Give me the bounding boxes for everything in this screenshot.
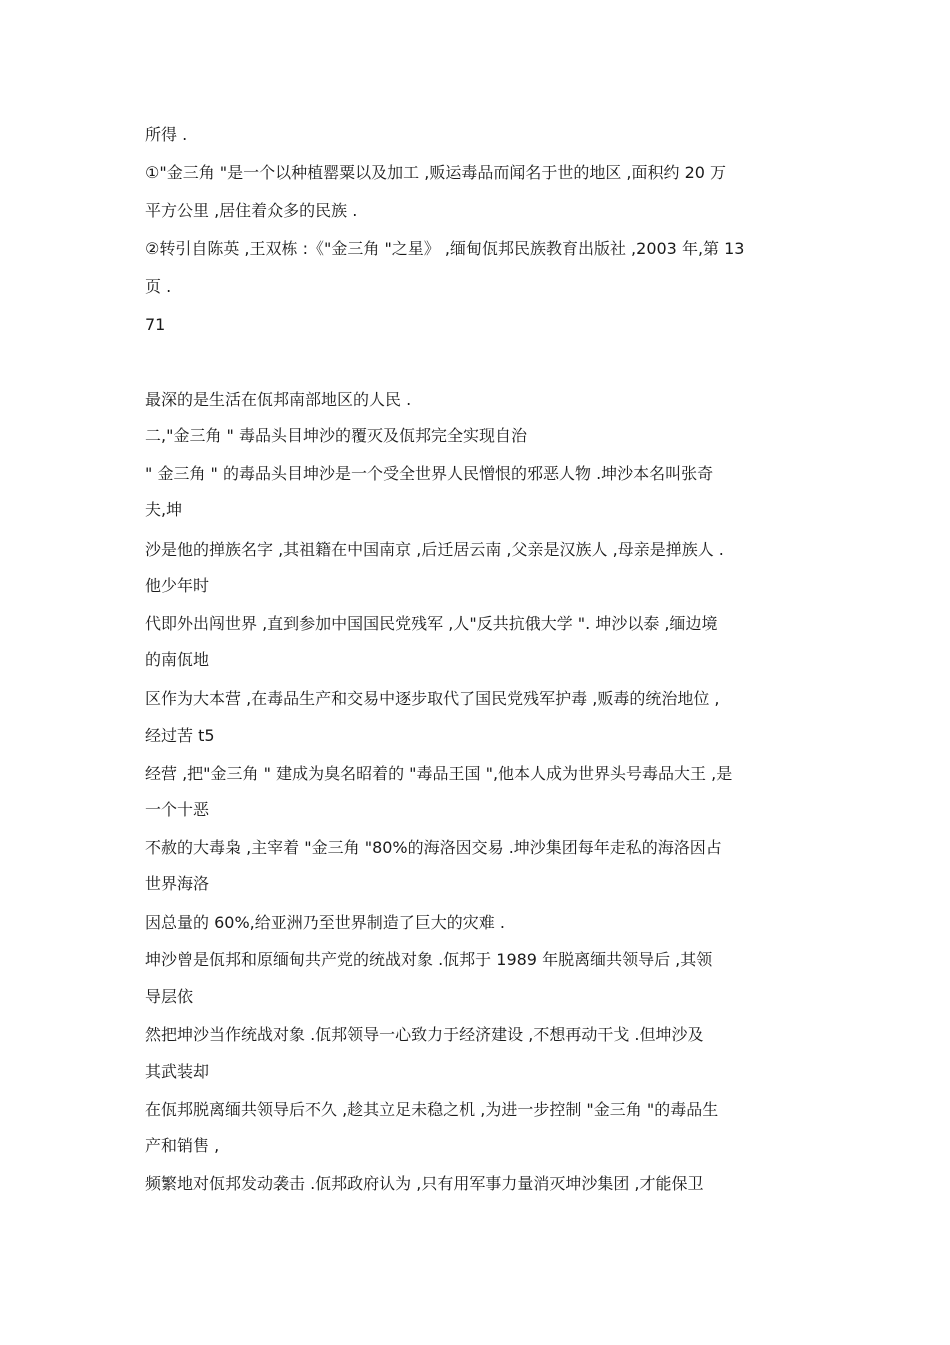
body-line: 在佤邦脱离缅共领导后不久 ,趁其立足未稳之机 ,为进一步控制 "金三角 "的毒品生 <box>145 1100 719 1119</box>
body-line: 不赦的大毒枭 ,主宰着 "金三角 "80%的海洛因交易 .坤沙集团每年走私的海洛因占 <box>145 838 722 857</box>
body-line: 因总量的 60%,给亚洲乃至世界制造了巨大的灾难 . <box>145 913 505 932</box>
body-line: 的南佤地 <box>145 650 210 669</box>
body-line: " 金三角 " 的毒品头目坤沙是一个受全世界人民憎恨的邪恶人物 .坤沙本名叫张奇 <box>145 464 714 483</box>
body-line: 沙是他的掸族名字 ,其祖籍在中国南京 ,后迁居云南 ,父亲是汉族人 ,母亲是掸族人 . <box>145 540 724 559</box>
body-line: 其武装却 <box>145 1062 210 1081</box>
body-line: 一个十恶 <box>145 800 210 819</box>
body-line: 频繁地对佤邦发动袭击 .佤邦政府认为 ,只有用军事力量消灭坤沙集团 ,才能保卫 <box>145 1174 704 1193</box>
section-heading: 二,"金三角 " 毒品头目坤沙的覆灭及佤邦完全实现自治 <box>145 426 527 445</box>
body-line: 产和销售 , <box>145 1136 220 1155</box>
footnote-line: 页 . <box>145 277 172 296</box>
body-line: 最深的是生活在佤邦南部地区的人民 . <box>145 390 412 409</box>
footnote-line: ②转引自陈英 ,王双栋 :《"金三角 "之星》 ,缅甸佤邦民族教育出版社 ,2003 年,第 13 <box>145 239 745 258</box>
body-line: 世界海洛 <box>145 874 210 893</box>
body-line: 区作为大本营 ,在毒品生产和交易中逐步取代了国民党残军护毒 ,贩毒的统治地位 , <box>145 689 720 708</box>
body-line: 他少年时 <box>145 576 210 595</box>
body-line: 经营 ,把"金三角 " 建成为臭名昭着的 "毒品王国 ",他本人成为世界头号毒品大王 ,是 <box>145 764 733 783</box>
body-line: 导层依 <box>145 987 194 1006</box>
body-line: 经过苦 t5 <box>145 726 215 745</box>
footnote-line: 平方公里 ,居住着众多的民族 . <box>145 201 358 220</box>
page-number: 71 <box>145 315 166 334</box>
body-line: 然把坤沙当作统战对象 .佤邦领导一心致力于经济建设 ,不想再动干戈 .但坤沙及 <box>145 1025 704 1044</box>
body-line: 代即外出闯世界 ,直到参加中国国民党残军 ,人"反共抗俄大学 ". 坤沙以泰 ,缅边境 <box>145 614 718 633</box>
footnote-line: 所得 . <box>145 125 188 144</box>
body-line: 坤沙曾是佤邦和原缅甸共产党的统战对象 .佤邦于 1989 年脱离缅共领导后 ,其领 <box>145 950 713 969</box>
footnote-line: ①"金三角 "是一个以种植罂粟以及加工 ,贩运毒品而闻名于世的地区 ,面积约 20 万 <box>145 163 727 182</box>
body-line: 夫,坤 <box>145 500 183 519</box>
